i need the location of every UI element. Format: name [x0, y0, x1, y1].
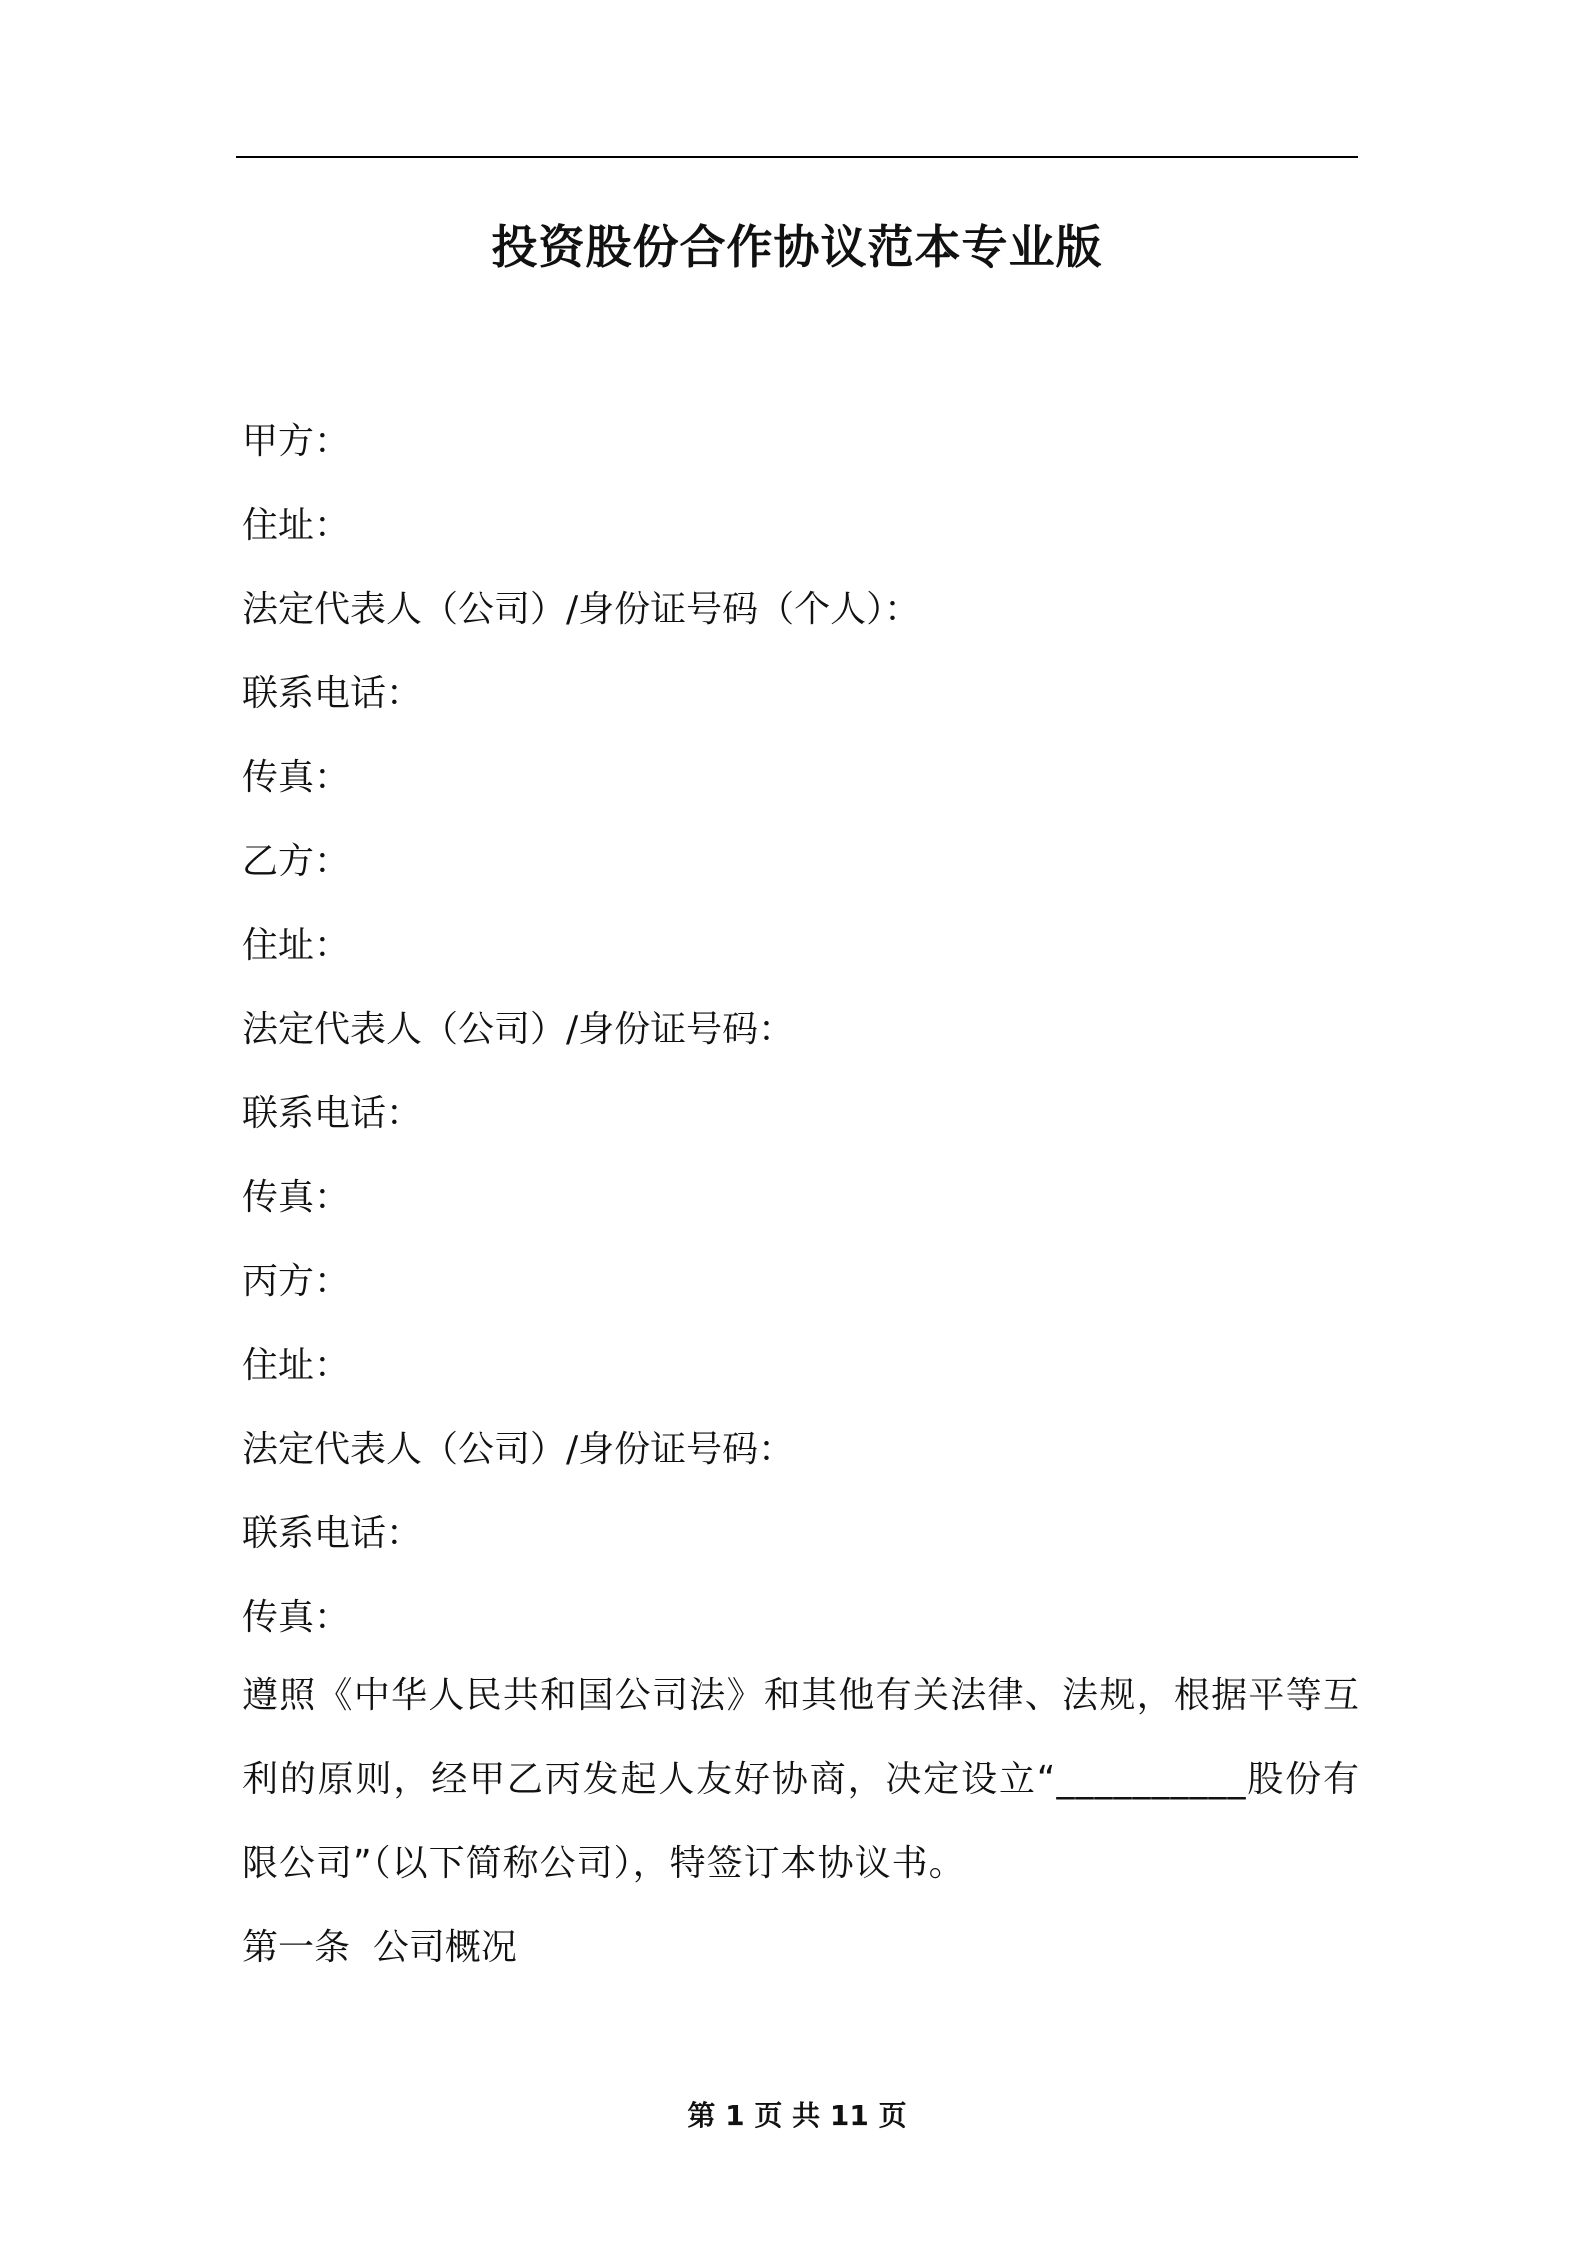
party-a-phone-label: 联系电话：	[242, 673, 423, 714]
party-b-label: 乙方：	[242, 841, 351, 882]
party-a-address-label: 住址：	[242, 505, 351, 546]
party-b-phone-label: 联系电话：	[242, 1093, 423, 1134]
party-c-address-label: 住址：	[242, 1345, 351, 1386]
party-info-block	[242, 400, 1362, 1660]
party-b-address-label: 住址：	[242, 925, 351, 966]
intro-paragraph: 遵照《中华人民共和国公司法》和其他有关法律、法规，根据平等互利的原则，经甲乙丙发起人友好协商，决定设立“__________股份有限公司”（以下简称公司），特签订本协议书。	[242, 1675, 1360, 1884]
party-c-representative-label: 法定代表人（公司）/身份证号码：	[242, 1429, 795, 1470]
party-b-representative-label: 法定代表人（公司）/身份证号码：	[242, 1009, 795, 1050]
document-title: 投资股份合作协议范本专业版	[491, 220, 1103, 274]
party-a-fax-label: 传真：	[242, 757, 351, 798]
party-c-phone-label: 联系电话：	[242, 1513, 423, 1554]
party-c-label: 丙方：	[242, 1261, 351, 1302]
party-c-fax-label: 传真：	[242, 1597, 351, 1638]
page-indicator: 第 1 页 共 11 页	[687, 2099, 907, 2132]
party-a-label: 甲方：	[242, 421, 351, 462]
section-heading: 第一条 公司概况	[242, 1927, 517, 1968]
party-b-fax-label: 传真：	[242, 1177, 351, 1218]
party-a-representative-label: 法定代表人（公司）/身份证号码（个人）：	[242, 589, 921, 630]
header-rule	[236, 156, 1358, 158]
